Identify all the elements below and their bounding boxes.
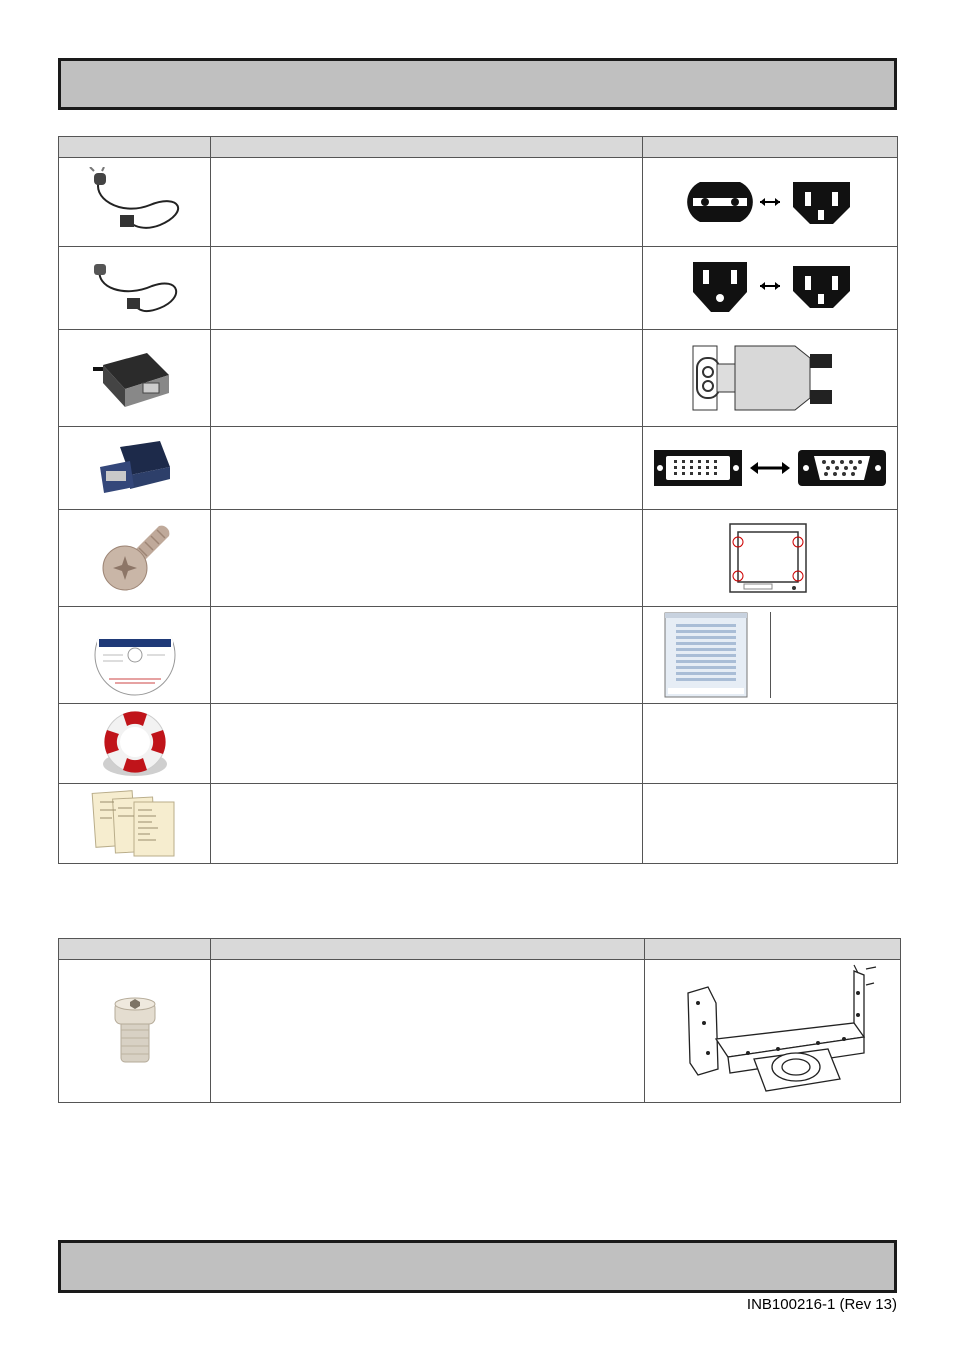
footer-banner	[58, 1240, 897, 1293]
table-header	[59, 137, 898, 158]
description-cell	[211, 607, 643, 704]
column-header	[645, 939, 901, 960]
column-header	[59, 939, 211, 960]
column-header	[211, 939, 645, 960]
product-dvd-icon	[93, 613, 177, 697]
description-cell	[211, 158, 643, 247]
document-reference: INB100216-1 (Rev 13)	[746, 1296, 897, 1313]
power-cord-icon	[80, 258, 190, 318]
table-row	[59, 158, 898, 247]
empty-cell	[643, 704, 898, 784]
empty-cell	[643, 784, 898, 864]
connector-adapter-icon	[85, 345, 185, 411]
plug-to-iec-socket-icon	[685, 258, 855, 318]
description-cell	[211, 330, 643, 427]
description-cell	[211, 247, 643, 330]
column-header	[59, 137, 211, 158]
standard-items-table	[58, 136, 898, 864]
vesa-mount-holes-icon	[720, 518, 820, 598]
dvi-to-vga-icon	[652, 446, 888, 490]
column-header	[643, 137, 898, 158]
table-row	[59, 784, 898, 864]
table-row	[59, 960, 901, 1103]
description-cell	[211, 784, 643, 864]
dvi-vga-adapter-icon	[90, 437, 180, 499]
table-row	[59, 247, 898, 330]
table-row	[59, 330, 898, 427]
connector-adapter-drawing-icon	[685, 340, 855, 416]
dvd-menu-screenshot-icon	[664, 612, 748, 698]
table-row	[59, 607, 898, 704]
table-header	[59, 939, 901, 960]
header-banner	[58, 58, 897, 110]
screw-icon	[95, 518, 175, 598]
description-cell	[211, 427, 643, 510]
mounting-bracket-icon	[668, 963, 878, 1099]
description-cell	[211, 960, 645, 1103]
eu-plug-to-iec-socket-icon	[685, 172, 855, 232]
column-header	[211, 137, 643, 158]
table-row	[59, 510, 898, 607]
description-cell	[211, 510, 643, 607]
lifebuoy-icon	[95, 706, 175, 782]
documents-icon	[90, 788, 180, 860]
description-cell	[211, 704, 643, 784]
optional-items-table	[58, 938, 901, 1103]
socket-head-screw-icon	[113, 996, 157, 1066]
eu-power-cord-icon	[80, 167, 190, 237]
table-row	[59, 704, 898, 784]
table-row	[59, 427, 898, 510]
